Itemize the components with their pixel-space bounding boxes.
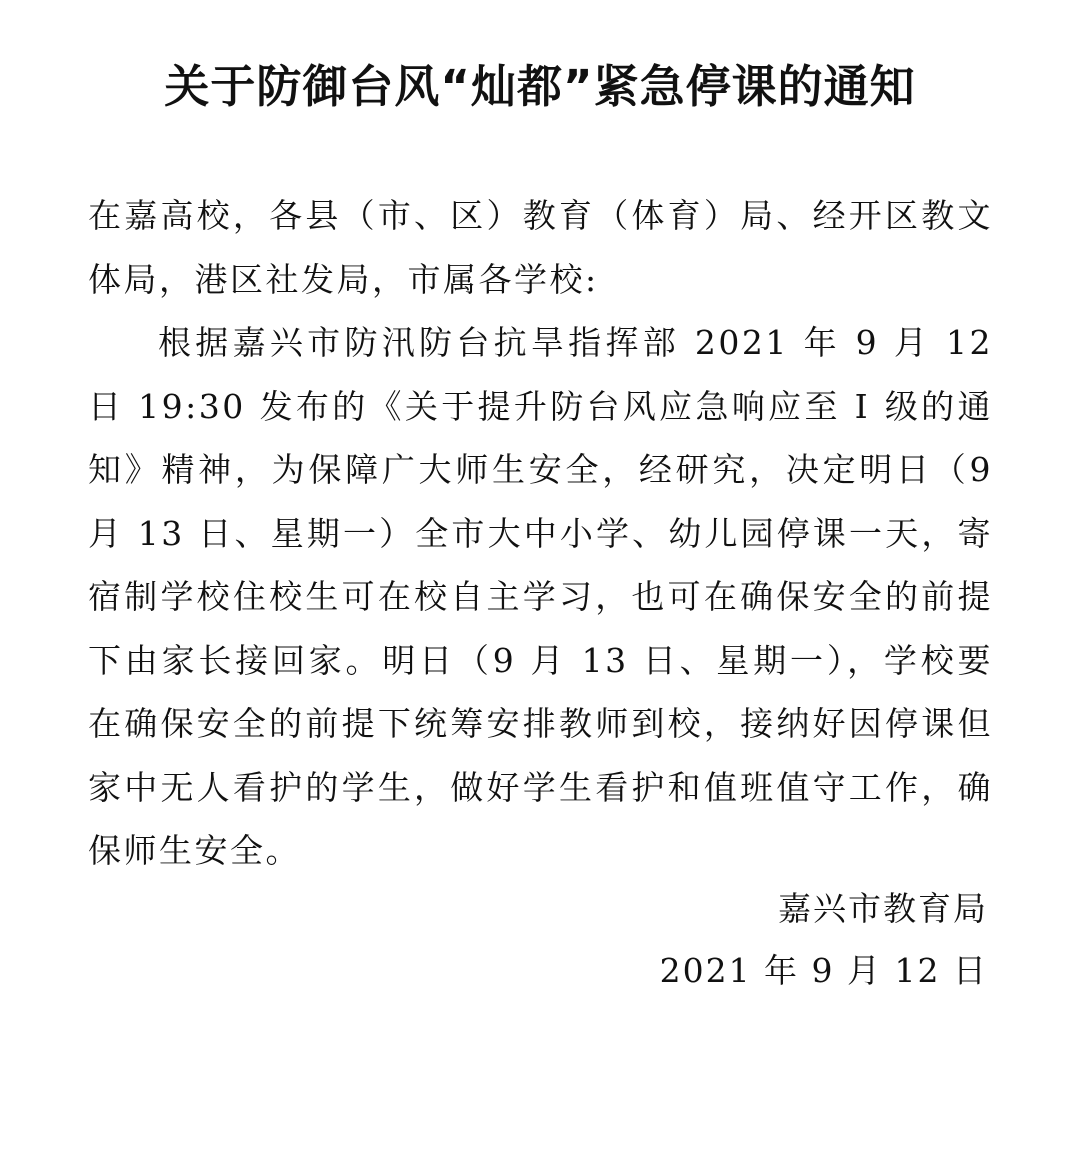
notice-body — [88, 184, 993, 883]
notice-title: 关于防御台风“灿都”紧急停课的通知 — [164, 60, 916, 113]
main-paragraph: 根据嘉兴市防汛防台抗旱指挥部 2021 年 9 月 12 日 19:30 发布的《关于提升防台风应急响应至 Ⅰ 级的通知》精神，为保障广大师生安全，经研究，决定明日（9 月 13 日、星期一）全市大中小学、幼儿园停课一天，寄宿制学校住校生可在校自主学习，也可在确保安全的前提下由家长接回家。明日（9 月 13 日、星期一），学校要在确保安全的前提下统筹安排教师到校，接纳好因停课但家中无人看护的学生，做好学生看护和值班值守工作，确保师生安全。 — [88, 323, 993, 870]
signature-block — [660, 878, 988, 1002]
issuer-name: 嘉兴市教育局 — [778, 889, 988, 928]
issue-date: 2021 年 9 月 12 日 — [659, 951, 988, 990]
recipients-paragraph: 在嘉高校，各县（市、区）教育（体育）局、经开区教文体局，港区社发局，市属各学校: — [88, 196, 993, 299]
